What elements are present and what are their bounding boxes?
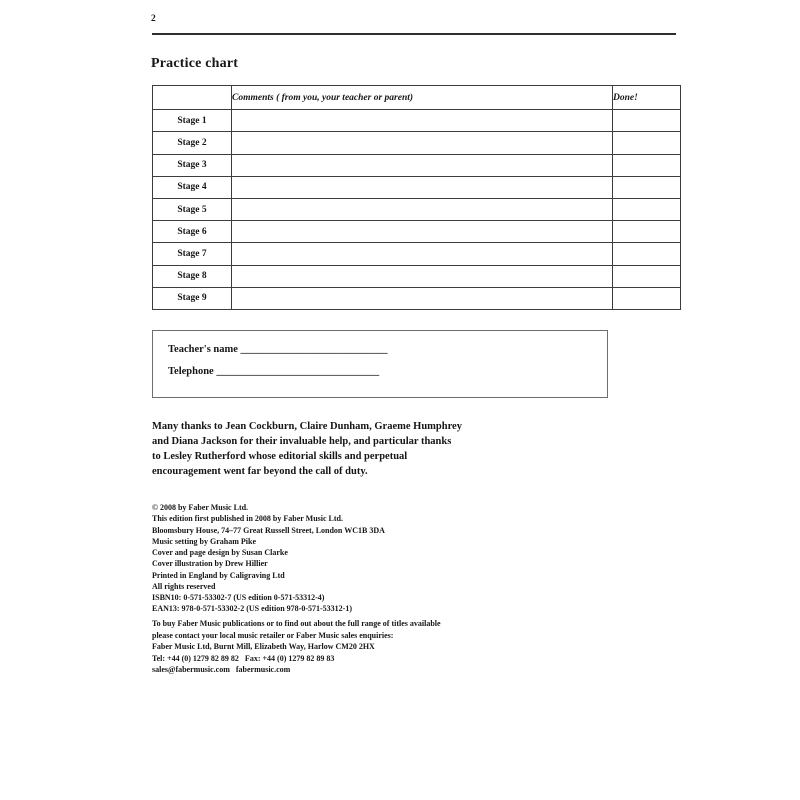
table-row [153, 287, 681, 309]
contact-line: To buy Faber Music publications or to find out about the full range of titles available [152, 619, 441, 628]
comment-cell [232, 221, 613, 243]
comment-cell [232, 265, 613, 287]
acknowledgements-line: Many thanks to Jean Cockburn, Claire Dunham, Graeme Humphrey [152, 421, 462, 432]
table-row [153, 132, 681, 154]
table-row [153, 198, 681, 220]
stage-label: Stage 5 [153, 198, 232, 220]
done-cell [613, 198, 681, 220]
contact-line: sales@fabermusic.com fabermusic.com [152, 665, 291, 674]
colophon [152, 502, 385, 592]
page-number: 2 [151, 14, 156, 24]
comment-cell [232, 287, 613, 309]
table-row [153, 243, 681, 265]
done-header-cell: Done! [613, 86, 681, 110]
teacher-info-box [152, 330, 608, 398]
stage-label: Stage 7 [153, 243, 232, 265]
contact-line: Faber Music Ltd, Burnt Mill, Elizabeth Way, Harlow CM20 2HX [152, 642, 375, 651]
colophon-line: Cover and page design by Susan Clarke [152, 548, 288, 558]
done-cell [613, 243, 681, 265]
done-cell [613, 154, 681, 176]
table-row [153, 221, 681, 243]
stage-label: Stage 6 [153, 221, 232, 243]
isbn-block [152, 592, 352, 615]
colophon-line: Cover illustration by Drew Hillier [152, 559, 268, 569]
comment-cell [232, 154, 613, 176]
stage-label: Stage 3 [153, 154, 232, 176]
table-row [153, 154, 681, 176]
comment-cell [232, 110, 613, 132]
colophon-line: Bloomsbury House, 74–77 Great Russell Street, London WC1B 3DA [152, 525, 385, 535]
stage-label: Stage 1 [153, 110, 232, 132]
done-cell [613, 110, 681, 132]
colophon-line: All rights reserved [152, 582, 216, 592]
comment-cell [232, 243, 613, 265]
practice-chart-table [152, 85, 681, 310]
table-row [153, 265, 681, 287]
done-cell [613, 287, 681, 309]
done-cell [613, 265, 681, 287]
stage-label: Stage 8 [153, 265, 232, 287]
acknowledgements [152, 419, 462, 479]
stage-label: Stage 9 [153, 287, 232, 309]
teacher-name-line: Teacher's name ____________________________ [168, 344, 388, 355]
done-cell [613, 221, 681, 243]
stage-label: Stage 2 [153, 132, 232, 154]
contact-line: Tel: +44 (0) 1279 82 89 82 Fax: +44 (0) 1279 82 89 83 [152, 653, 335, 663]
acknowledgements-line: encouragement went far beyond the call of duty. [152, 466, 368, 477]
ean-line: EAN13: 978-0-571-53302-2 (US edition 978-0-571-53312-1) [152, 604, 352, 614]
isbn-line: ISBN10: 0-571-53302-7 (US edition 0-571-53312-4) [152, 593, 325, 602]
table-row [153, 110, 681, 132]
done-cell [613, 132, 681, 154]
comment-cell [232, 132, 613, 154]
contact-line: please contact your local music retailer or Faber Music sales enquiries: [152, 630, 394, 640]
stage-header-cell [153, 86, 232, 110]
comment-cell [232, 198, 613, 220]
telephone-line: Telephone _______________________________ [168, 366, 380, 377]
header-rule [152, 33, 676, 35]
stage-label: Stage 4 [153, 176, 232, 198]
done-cell [613, 176, 681, 198]
acknowledgements-line: and Diana Jackson for their invaluable help, and particular thanks [152, 436, 452, 447]
table-header-row [153, 86, 681, 110]
colophon-line: Printed in England by Caligraving Ltd [152, 570, 285, 580]
table-row [153, 176, 681, 198]
colophon-line: Music setting by Graham Pike [152, 536, 256, 546]
colophon-line: This edition first published in 2008 by Faber Music Ltd. [152, 514, 343, 524]
comment-cell [232, 176, 613, 198]
contact-block [152, 618, 441, 676]
page-title: Practice chart [151, 56, 239, 71]
comments-header-cell: Comments ( from you, your teacher or parent) [232, 86, 613, 110]
acknowledgements-line: to Lesley Rutherford whose editorial skills and perpetual [152, 451, 408, 462]
colophon-line: © 2008 by Faber Music Ltd. [152, 503, 249, 512]
